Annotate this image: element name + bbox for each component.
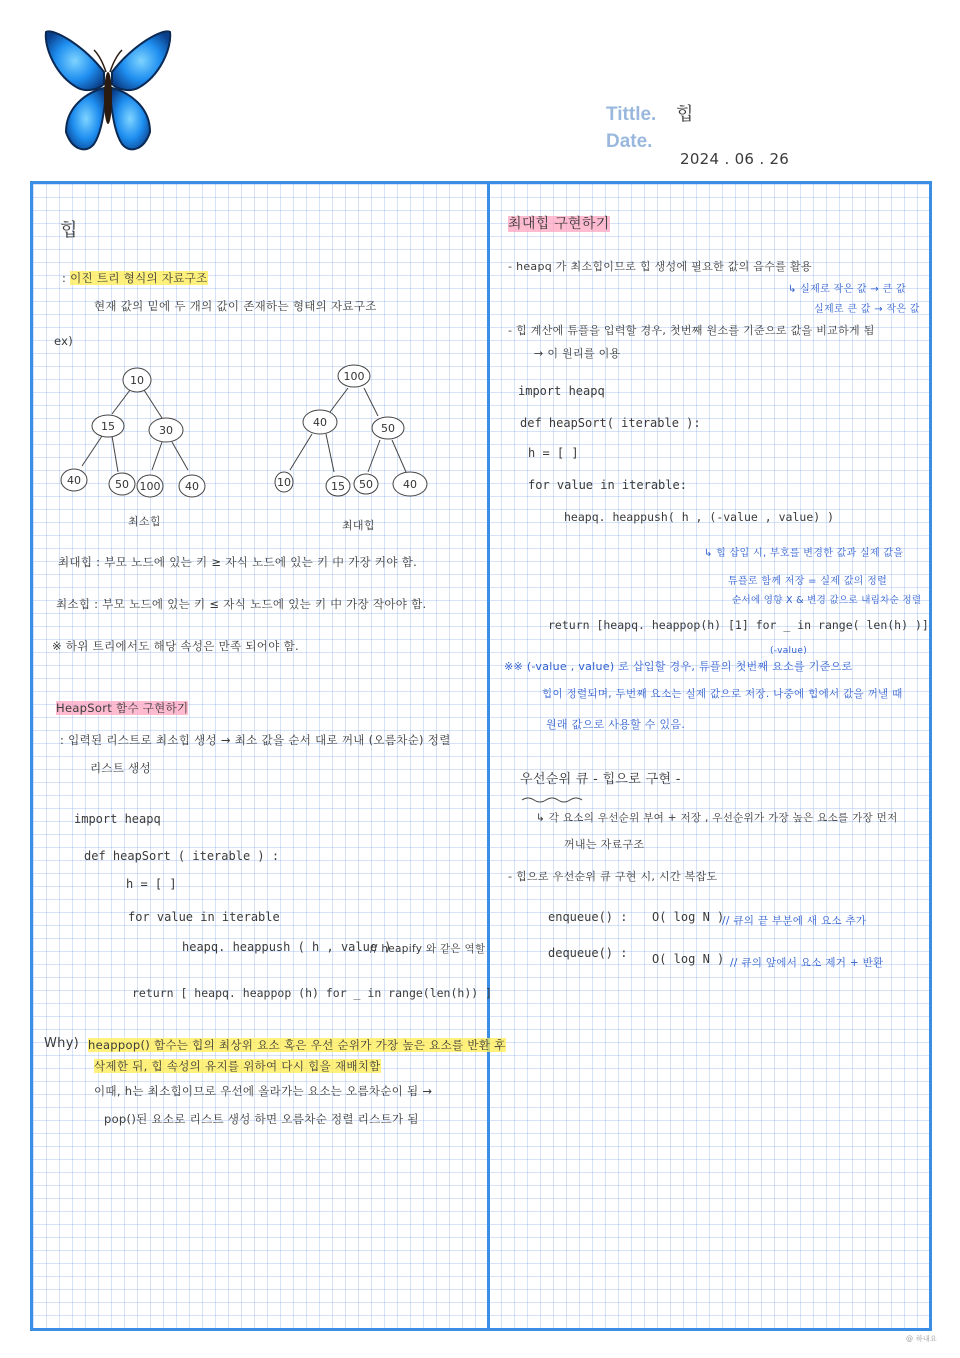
right-code-4: for value in iterable: (528, 478, 687, 492)
why-line-1-text: heappop() 함수는 힙의 최상위 요소 혹은 우선 순위가 가장 높은 요소를 반환 후 (88, 1038, 506, 1052)
column-divider (487, 184, 490, 1328)
def-line-2: 현재 값의 밑에 두 개의 값이 존재하는 형태의 자료구조 (94, 299, 377, 313)
right-line-4: - 힙 계산에 튜플을 입력할 경우, 첫번째 원소를 기준으로 값을 비교하게 됨 (508, 324, 875, 337)
left-code-1: import heapq (74, 812, 161, 826)
why-line-3: 이때, h는 최소힙이므로 우선에 올라가는 요소는 오름차순이 됨 → (94, 1084, 433, 1098)
pq-line-3: - 힙으로 우선순위 큐 구현 시, 시간 복잡도 (508, 870, 718, 883)
grid-sheet (30, 181, 932, 1331)
right-note-2: 튜플로 함께 저장 = 실제 값의 정렬 (728, 576, 888, 587)
title-label: Tittle. (606, 104, 657, 125)
left-code-4: for value in iterable (128, 910, 280, 924)
heapsort-desc-1-text: 입력된 리스트로 최소힙 생성 → 최소 값을 순서 대로 꺼내 (오름차순) 정렬 (68, 733, 451, 747)
ex-label: ex) (54, 334, 74, 348)
min-node-r: 30 (159, 424, 173, 437)
maxheap-desc: 최대힙 : 부모 노드에 있는 키 ≥ 자식 노드에 있는 키 中 가장 커야 함. (58, 555, 418, 569)
right-code-2: def heapSort( iterable ): (520, 416, 701, 430)
pq-heading: 우선순위 큐 - 힙으로 구현 - (520, 772, 681, 787)
right-line-1: - heapq 가 최소힙이므로 힙 생성에 필요한 값의 음수를 활용 (508, 260, 812, 273)
left-code-2: def heapSort ( iterable ) : (84, 849, 280, 863)
min-node-ll: 40 (67, 474, 81, 487)
dequeue-note: // 큐의 앞에서 요소 제거 + 반환 (730, 957, 884, 969)
why-line-1 (88, 1037, 506, 1053)
left-code-6: return [ heapq. heappop (h) for _ in range(len(h)) ] (132, 986, 493, 1000)
max-node-lr: 15 (331, 480, 345, 493)
star-line-2: 힙이 정렬되며, 두번째 요소는 실제 값으로 저장. 나중에 힙에서 값을 꺼낼 때 (542, 688, 903, 700)
max-node-rr: 40 (403, 478, 417, 491)
why-line-2 (94, 1058, 381, 1074)
dequeue-value: O( log N ) (652, 952, 725, 966)
max-node-r: 50 (381, 422, 395, 435)
max-heap-caption: 최대힙 (342, 519, 375, 532)
right-note-3: 순서에 영향 X & 변경 값으로 내림차순 정렬 (732, 595, 922, 606)
date-label: Date. (606, 131, 653, 152)
heapsort-heading (56, 700, 188, 716)
pq-underline (520, 790, 590, 800)
min-heap-tree (52, 362, 222, 512)
max-node-l: 40 (313, 416, 327, 429)
max-heap-tree (268, 360, 438, 510)
right-note-1: ↳ 힙 삽입 시, 부호를 변경한 값과 실제 값을 (704, 548, 904, 559)
right-code-3: h = [ ] (528, 446, 579, 460)
min-node-l: 15 (101, 420, 115, 433)
right-heading (508, 213, 610, 233)
right-line-2: ↳ 실제로 작은 값 → 큰 값 (788, 284, 906, 295)
left-code-5: heapq. heappush ( h , value ) (182, 940, 392, 954)
star-line-3: 원래 값으로 사용할 수 있음. (546, 718, 686, 731)
corner-mark: @ 하내요 (906, 1335, 938, 1343)
date-value: 2024 . 06 . 26 (680, 150, 790, 168)
why-line-2-text: 삭제한 뒤, 힙 속성의 유지를 위하여 다시 힙을 재배치함 (94, 1059, 381, 1073)
heapsort-heading-text: HeapSort 함수 구현하기 (56, 701, 189, 715)
why-line-4: pop()된 요소로 리스트 생성 하면 오름차순 정렬 리스트가 됨 (104, 1112, 419, 1126)
enqueue-note: // 큐의 끝 부분에 새 요소 추가 (722, 915, 867, 927)
butterfly-icon (44, 26, 172, 158)
enqueue-label: enqueue() : (548, 910, 628, 924)
right-code-6: return [heapq. heappop(h) [1] for _ in range( len(h) )] (548, 618, 929, 632)
min-node-lr: 50 (115, 478, 129, 491)
min-node-root: 10 (130, 374, 144, 387)
why-label: Why) (44, 1036, 80, 1051)
right-line-5: → 이 원리를 이용 (534, 347, 621, 360)
max-node-root: 100 (343, 370, 365, 383)
minheap-desc: 최소힙 : 부모 노드에 있는 키 ≤ 자식 노드에 있는 키 中 가장 작아야 함. (56, 597, 427, 611)
subtree-note: ※ 하위 트리에서도 해당 속성은 만족 되어야 함. (52, 639, 299, 653)
left-code-5-note: // heapify 와 같은 역할 (370, 943, 486, 955)
pq-line-1: ↳ 각 요소의 우선순위 부여 + 저장 , 우선순위가 가장 높은 요소를 가장 먼저 (536, 812, 898, 824)
left-code-3: h = [ ] (126, 877, 177, 891)
heapsort-desc-2: 리스트 생성 (90, 761, 151, 775)
heapsort-desc-1: : 입력된 리스트로 최소힙 생성 → 최소 값을 순서 대로 꺼내 (오름차순) 정렬 (60, 733, 451, 747)
left-heading: 힙 (60, 220, 78, 241)
enqueue-value: O( log N ) (652, 910, 725, 924)
star-small: (-value) (770, 646, 808, 656)
right-code-1: import heapq (518, 384, 605, 398)
min-node-rr: 40 (185, 480, 199, 493)
right-code-5: heapq. heappush( h , (-value , value) ) (564, 510, 835, 524)
right-heading-text: 최대힙 구현하기 (508, 216, 610, 232)
min-node-rl: 100 (139, 480, 161, 493)
dequeue-label: dequeue() : (548, 946, 628, 960)
max-node-rl: 50 (359, 478, 373, 491)
star-line-1: ※※ (-value , value) 로 삽입할 경우, 튜플의 첫번째 요소를 기준으로 (504, 660, 853, 673)
def-line-1-text: 이진 트리 형식의 자료구조 (70, 271, 208, 285)
right-line-3: 실제로 큰 값 → 작은 값 (814, 304, 920, 315)
title-value: 힙 (676, 104, 694, 125)
def-line-1: : 이진 트리 형식의 자료구조 (62, 271, 208, 285)
min-heap-caption: 최소힙 (128, 515, 161, 528)
pq-line-2: 꺼내는 자료구조 (564, 838, 645, 851)
max-node-ll: 10 (277, 476, 291, 489)
